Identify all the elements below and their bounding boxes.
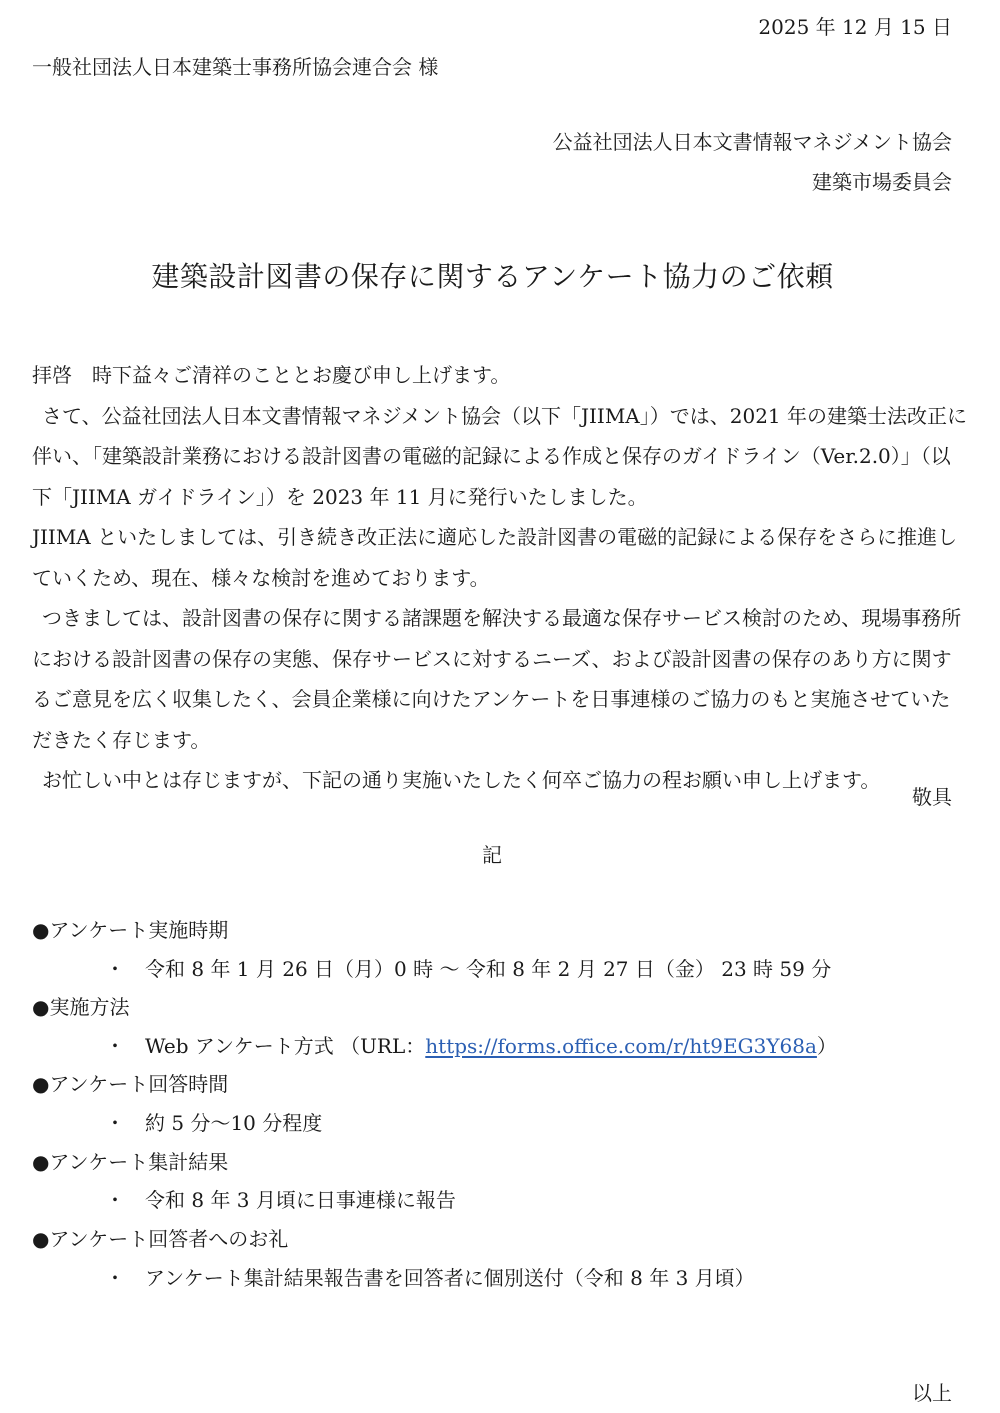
document-title: 建築設計図書の保存に関するアンケート協力のご依頼 xyxy=(151,260,834,293)
item-heading-duration: ●アンケート回答時間 xyxy=(32,1072,229,1096)
body-paragraph-jiima-guideline: さて、公益社団法人日本文書情報マネジメント協会（以下「JIIMA」）では、2021 年の建築士法改正に伴い、「建築設計業務における設計図書の電磁的記録による作成と保存のガイドライン（Ver.2.0）」（以下「JIIMA ガイドライン」）を 2023 年 11 月に発行いたしました。 xyxy=(32,403,967,509)
bullet-mark: ・ xyxy=(105,1188,125,1212)
survey-url-link[interactable]: https://forms.office.com/r/ht9EG3Y68a xyxy=(425,1034,817,1058)
item-detail-method xyxy=(145,1032,837,1060)
item-heading-thanks: ●アンケート回答者へのお礼 xyxy=(32,1227,289,1251)
body-paragraph-promotion: JIIMA といたしましては、引き続き改正法に適応した設計図書の電磁的記録による保存をさらに推進していくため、現在、様々な検討を進めております。 xyxy=(32,525,958,590)
item-heading-method: ●実施方法 xyxy=(32,995,130,1019)
bullet-mark: ・ xyxy=(105,1111,125,1135)
document-date: 2025 年 12 月 15 日 xyxy=(758,15,952,39)
sender-organization: 公益社団法人日本文書情報マネジメント協会 xyxy=(552,130,952,154)
item-detail-period: 令和 8 年 1 月 26 日（月）0 時 ～ 令和 8 年 2 月 27 日（金） 23 時 59 分 xyxy=(145,957,832,981)
letter-body xyxy=(32,355,967,801)
closing-keigu: 敬具 xyxy=(912,785,952,809)
bullet-mark: ・ xyxy=(105,957,125,981)
ki-heading: 記 xyxy=(482,843,502,867)
sender-committee: 建築市場委員会 xyxy=(812,170,952,194)
bullet-mark: ・ xyxy=(105,1266,125,1290)
recipient-name: 一般社団法人日本建築士事務所協会連合会 様 xyxy=(32,55,439,79)
item-heading-results: ●アンケート集計結果 xyxy=(32,1150,229,1174)
item-detail-duration: 約 5 分～10 分程度 xyxy=(145,1111,323,1135)
item-detail-thanks: アンケート集計結果報告書を回答者に個別送付（令和 8 年 3 月頃） xyxy=(145,1266,755,1290)
item-detail-results: 令和 8 年 3 月頃に日事連様に報告 xyxy=(145,1188,456,1212)
body-paragraph-request: お忙しい中とは存じますが、下記の通り実施いたしたく何卒ご協力の程お願い申し上げます。 xyxy=(42,768,881,792)
end-mark: 以上 xyxy=(912,1381,952,1405)
method-prefix: Web アンケート方式 （URL： xyxy=(145,1034,426,1058)
method-suffix: ） xyxy=(816,1034,837,1058)
greeting-paragraph: 拝啓 時下益々ご清祥のこととお慶び申し上げます。 xyxy=(32,363,511,387)
bullet-mark: ・ xyxy=(105,1034,125,1058)
item-heading-period: ●アンケート実施時期 xyxy=(32,918,229,942)
body-paragraph-survey-purpose: つきましては、設計図書の保存に関する諸課題を解決する最適な保存サービス検討のため、現場事務所における設計図書の保存の実態、保存サービスに対するニーズ、および設計図書の保存のあり方に関するご意見を広く収集したく、会員企業様に向けたアンケートを日事連様のご協力のもと実施させていただきたく存じます。 xyxy=(32,606,962,752)
